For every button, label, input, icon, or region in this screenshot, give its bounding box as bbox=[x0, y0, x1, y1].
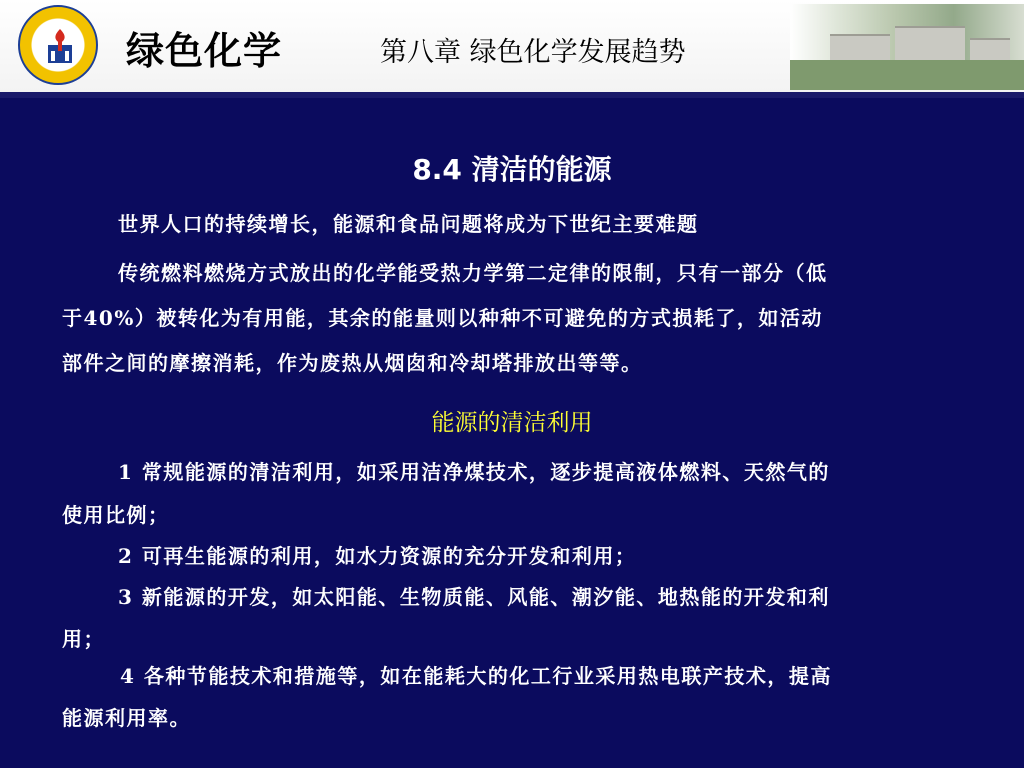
subheading-clean-energy-use: 能源的清洁利用 bbox=[431, 410, 593, 436]
list-item-4-line1: 4 各种节能技术和措施等，如在能耗大的化工行业采用热电联产技术，提高 bbox=[120, 664, 832, 688]
torch-emblem-icon bbox=[42, 27, 78, 67]
course-title: 绿色化学 bbox=[126, 29, 283, 73]
paragraph-thermodynamics-line1: 传统燃料燃烧方式放出的化学能受热力学第二定律的限制，只有一部分（低 bbox=[118, 261, 828, 285]
list-item-1-line2: 使用比例； bbox=[62, 503, 170, 527]
campus-building-photo bbox=[790, 4, 1024, 90]
list-item-4-line2: 能源利用率。 bbox=[62, 706, 191, 730]
list-item-3-line1: 3 新能源的开发，如太阳能、生物质能、风能、潮汐能、地热能的开发和利 bbox=[118, 585, 830, 609]
paragraph-thermodynamics-line2: 于40%）被转化为有用能，其余的能量则以种种不可避免的方式损耗了，如活动 bbox=[62, 306, 823, 330]
section-title: 8.4 清洁的能源 bbox=[412, 153, 612, 186]
university-seal-icon bbox=[18, 5, 98, 85]
list-item-3-line2: 用； bbox=[62, 627, 105, 651]
slide-body bbox=[0, 98, 1024, 768]
slide-header bbox=[0, 0, 1024, 92]
list-item-1-line1: 1 常规能源的清洁利用，如采用洁净煤技术，逐步提高液体燃料、天然气的 bbox=[118, 460, 830, 484]
list-item-2: 2 可再生能源的利用，如水力资源的充分开发和利用； bbox=[118, 544, 637, 568]
chapter-title: 第八章 绿色化学发展趋势 bbox=[380, 37, 686, 68]
paragraph-thermodynamics-line3: 部件之间的摩擦消耗，作为废热从烟囱和冷却塔排放出等等。 bbox=[62, 351, 643, 375]
paragraph-population: 世界人口的持续增长，能源和食品问题将成为下世纪主要难题 bbox=[118, 212, 699, 236]
